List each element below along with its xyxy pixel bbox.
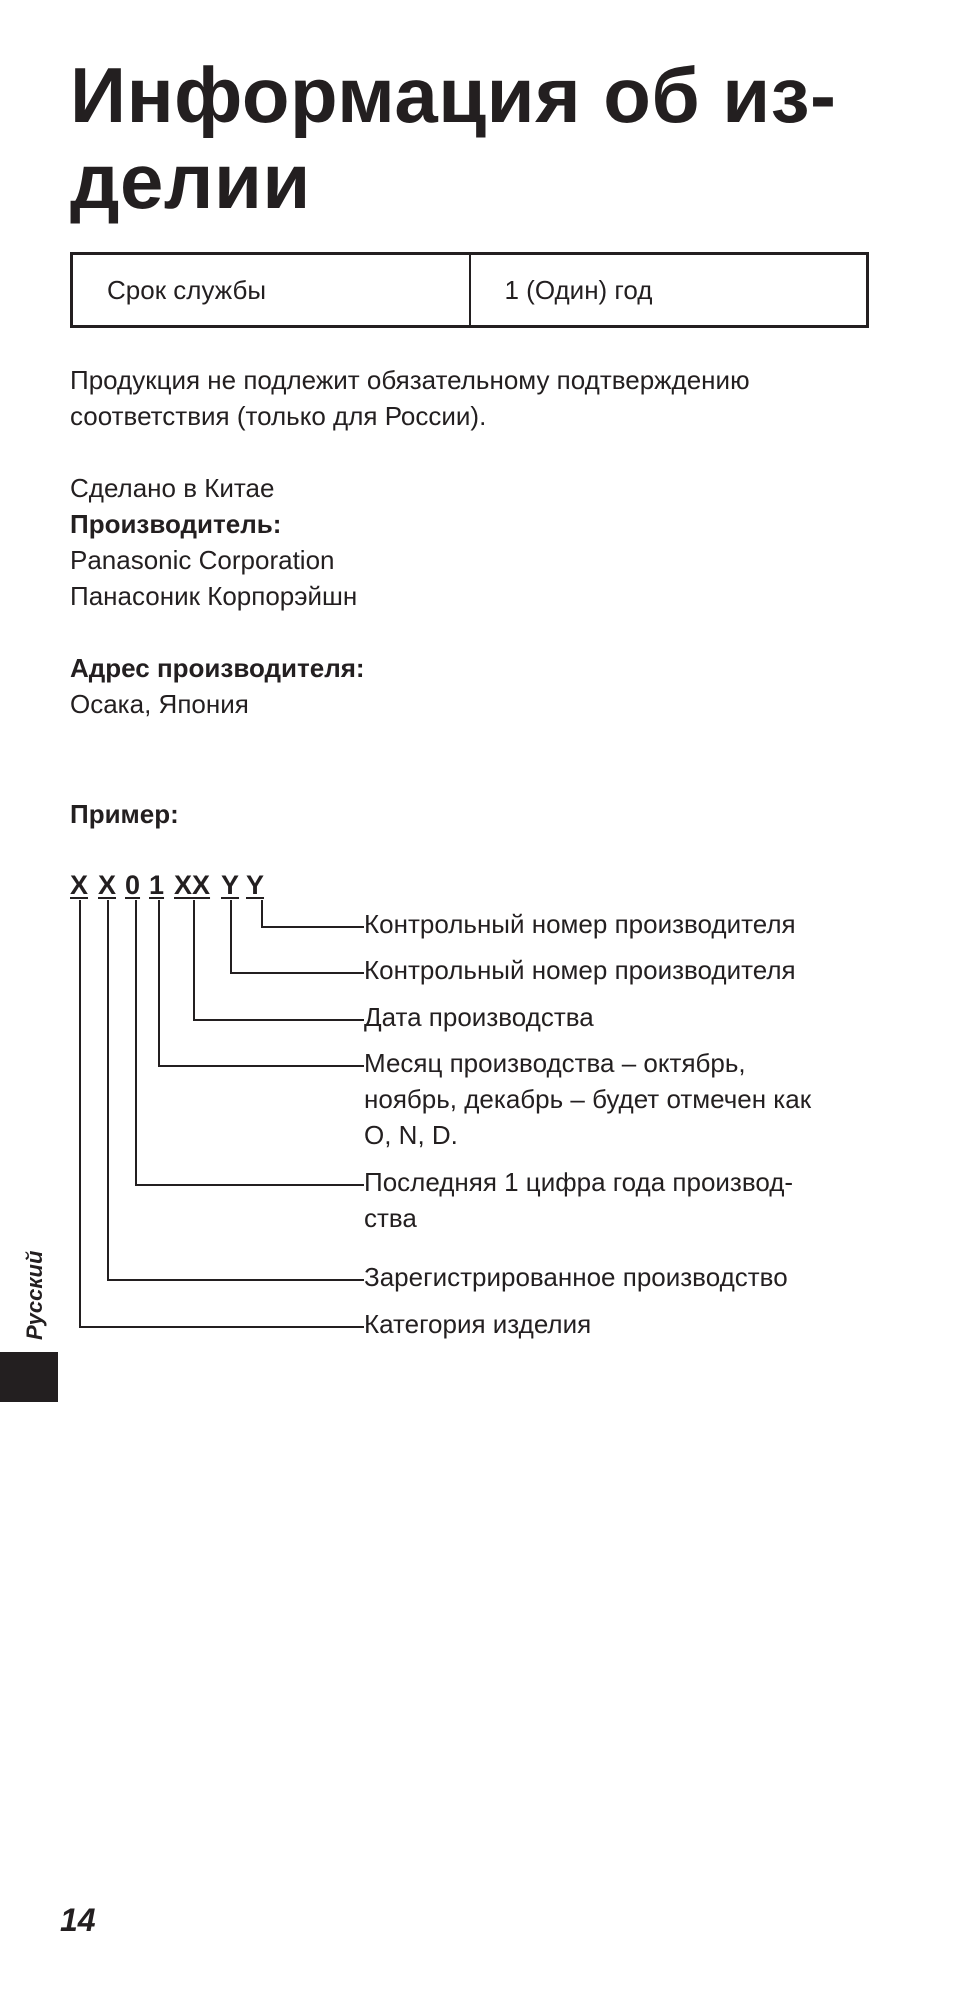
legend-product-category: Категория изделия	[364, 1309, 592, 1339]
code-char-control-2: Y	[246, 870, 265, 900]
code-char-month: 1	[149, 870, 165, 900]
code-char-control-1: Y	[221, 870, 240, 900]
legend-control-number-1: Контрольный номер производителя	[364, 955, 796, 985]
legend-control-number-2: Контрольный номер производителя	[364, 909, 796, 939]
leader-line-registered	[108, 900, 364, 1280]
leader-line-date	[194, 900, 364, 1020]
title-line-2: делии	[70, 137, 311, 225]
certification-line-1: Продукция не подлежит обязательному подтверждению	[70, 365, 750, 395]
address-heading: Адрес производителя:	[70, 653, 365, 683]
manufacturer-name-ru: Панасоник Корпорэйшн	[70, 581, 358, 611]
leader-line-control-2	[262, 900, 364, 927]
language-tab-marker	[0, 1352, 58, 1402]
code-char-date: XX	[174, 870, 211, 900]
example-heading: Пример:	[70, 799, 179, 829]
code-char-category: X	[70, 870, 89, 900]
address-value: Осака, Япония	[70, 689, 249, 719]
leader-line-year	[136, 900, 364, 1185]
manufacturer-heading: Производитель:	[70, 509, 282, 539]
leader-line-control-1	[231, 900, 364, 973]
page-number: 14	[60, 1902, 96, 1938]
legend-production-year: Последняя 1 цифра года производ- ства	[364, 1167, 794, 1233]
title-line-1: Информация об из-	[70, 51, 837, 139]
legend-production-date: Дата производства	[364, 1002, 594, 1032]
code-char-year: 0	[125, 870, 141, 900]
service-life-value: 1 (Один) год	[469, 255, 867, 325]
leader-line-category	[80, 900, 364, 1327]
legend-registered-production: Зарегистрированное производство	[364, 1262, 788, 1292]
origin-text: Сделано в Китае	[70, 473, 275, 503]
code-char-registered: X	[98, 870, 117, 900]
language-tab-label: Русский	[22, 1250, 47, 1340]
certification-line-2: соответствия (только для России).	[70, 401, 487, 431]
service-life-label: Срок службы	[107, 274, 267, 305]
manufacturer-name-en: Panasonic Corporation	[70, 545, 335, 575]
legend-production-month: Месяц производства – октябрь, ноябрь, декабрь – будет отмечен как O, N, D.	[364, 1048, 812, 1150]
